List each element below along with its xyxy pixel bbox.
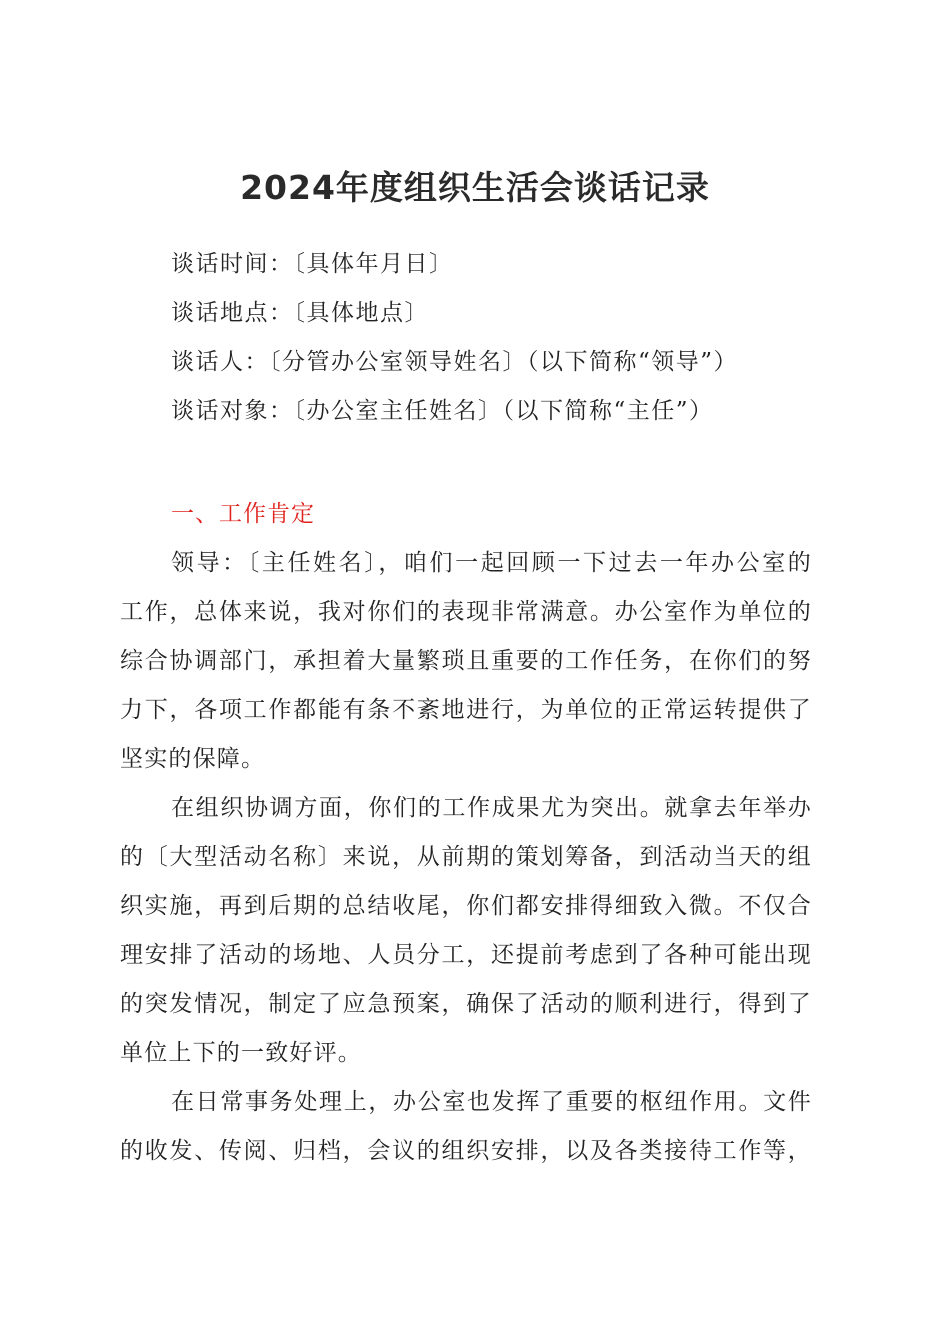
paragraph-line: 领导：〔主任姓名〕，咱们一起回顾一下过去一年办公室的 (171, 550, 812, 576)
meta-talk-location: 谈话地点：〔具体地点〕 (171, 300, 429, 326)
paragraph-line: 力下，各项工作都能有条不紊地进行，为单位的正常运转提供了 (120, 697, 812, 723)
paragraph-line: 在组织协调方面，你们的工作成果尤为突出。就拿去年举办 (171, 795, 812, 821)
paragraph (120, 539, 812, 784)
paragraph-line: 坚实的保障。 (120, 746, 266, 772)
paragraph-line: 在日常事务处理上，办公室也发挥了重要的枢纽作用。文件 (171, 1089, 812, 1115)
paragraph (120, 784, 812, 1078)
meta-talk-subject: 谈话对象：〔办公室主任姓名〕（以下简称“主任”） (171, 398, 714, 424)
paragraph-line: 理安排了活动的场地、人员分工，还提前考虑到了各种可能出现 (120, 942, 812, 968)
paragraph-line: 的收发、传阅、归档，会议的组织安排，以及各类接待工作等， (120, 1138, 812, 1164)
paragraph-line: 的〔大型活动名称〕来说，从前期的策划筹备，到活动当天的组 (120, 844, 812, 870)
meta-talker: 谈话人：〔分管办公室领导姓名〕（以下简称“领导”） (171, 349, 739, 375)
meta-talk-time: 谈话时间：〔具体年月日〕 (171, 251, 454, 277)
paragraph (120, 1078, 812, 1176)
body-text (120, 539, 812, 1176)
paragraph-line: 综合协调部门，承担着大量繁琐且重要的工作任务，在你们的努 (120, 648, 812, 674)
paragraph-line: 织实施，再到后期的总结收尾，你们都安排得细致入微。不仅合 (120, 893, 812, 919)
paragraph-line: 的突发情况，制定了应急预案，确保了活动的顺利进行，得到了 (120, 991, 812, 1017)
document-title: 2024年度组织生活会谈话记录 (240, 168, 710, 207)
paragraph-line: 单位上下的一致好评。 (120, 1040, 362, 1066)
paragraph-line: 工作，总体来说，我对你们的表现非常满意。办公室作为单位的 (120, 599, 812, 625)
meta-block (171, 240, 871, 436)
section-heading: 一、工作肯定 (171, 501, 315, 527)
